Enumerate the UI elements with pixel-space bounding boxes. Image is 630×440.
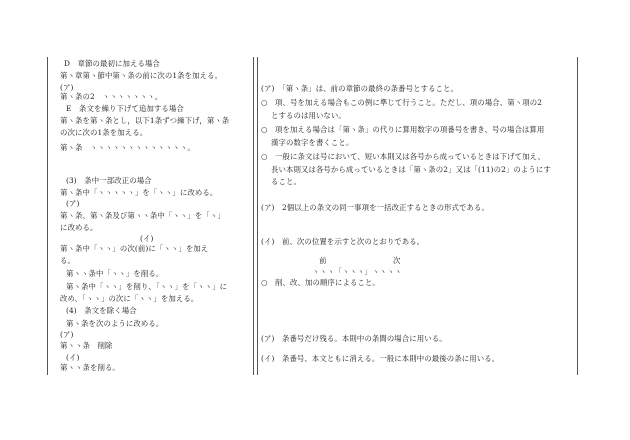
example-text: 第ヽ条を第ヽ条とし，以下1条ずつ繰下げ，第ヽ条 [60, 116, 230, 125]
note-continuation: 長い本則又は各号から成っているときは「第ヽ条の2」又は「(11)の2」のようにす [271, 165, 551, 174]
position-label-before: 前 [319, 256, 327, 265]
note-a: (ア) 2個以上の条文の同一事項を一括改正するときの形式である。 [261, 203, 489, 212]
note-continuation: とするのは用いない。 [271, 111, 346, 120]
example-text: 第ヽ条、第ヽ条及び第ヽヽ条中「ヽヽ」を「ヽ」 [60, 211, 225, 220]
example-text: 第ヽ条を次のように改める。 [66, 319, 164, 328]
note-a: (ア) 条番号だけ残る。本則中の条間の場合に用いる。 [261, 334, 447, 343]
example-text: 第ヽ条の2 ヽヽヽヽヽヽヽ。 [60, 92, 163, 101]
right-margin-rule [577, 57, 578, 375]
note-bullet: ○ 項、号を加える場合もこの例に準じて行うこと。ただし、項の場合、第ヽ項の2 [261, 98, 543, 107]
note-bullet: ○ 削、改、加の順序によること。 [261, 278, 380, 287]
example-text: 第ヽヽ条を削る。 [60, 363, 120, 372]
example-text: 第ヽヽ条中「ヽヽ」を削る。 [66, 269, 164, 278]
position-label-after: 次 [393, 256, 401, 265]
example-text: 第ヽ条中「ヽヽ」の次(前)に「ヽヽ」を加え [60, 244, 209, 253]
note-a: (ア) 「第ヽ条」は、前の章節の最終の条番号とすること。 [261, 84, 459, 93]
example-text: に改める。 [60, 223, 98, 232]
example-text: 第ヽ章第ヽ節中第ヽ条の前に次の1条を加える。 [60, 71, 223, 80]
example-text: 第ヽヽ条 削除 [60, 341, 113, 350]
position-example: ヽヽヽ「ヽヽヽ」ヽヽヽヽ [312, 267, 402, 276]
example-text: 第ヽ条 ヽヽヽヽヽヽヽヽヽヽヽヽヽ。 [60, 143, 195, 152]
example-text: 第ヽ条中「ヽヽヽヽヽ」を「ヽヽ」に改める。 [60, 188, 218, 197]
heading-e-insert-with-renumber: E 条文を繰り下げて追加する場合 [66, 104, 184, 113]
note-i: (イ) 前、次の位置を示すと次のとおりである。 [261, 237, 425, 246]
example-text: 第ヽ条中「ヽヽ」を削り、「ヽヽ」を「ヽヽ」に [66, 282, 228, 291]
column-divider-left [253, 57, 254, 375]
label-i: (イ) [140, 234, 154, 243]
note-bullet: ○ 一般に条文は号において、短い本則又は各号から成っているときは下げて加え、 [261, 152, 546, 161]
note-bullet: ○ 項を加える場合は「第ヽ条」の代りに算用数字の項番号を書き、号の場合は算用 [261, 125, 545, 134]
note-continuation: ること。 [271, 177, 301, 186]
heading-3-partial-amendment: (3) 条中一部改正の場合 [66, 176, 152, 185]
heading-d-insert-at-chapter-start: D 章節の最初に加える場合 [64, 59, 160, 68]
label-a: (ア) [60, 330, 74, 339]
label-a: (ア) [60, 83, 74, 92]
example-text: 改め、「ヽヽ」の次に「ヽヽ」を加える。 [60, 294, 199, 303]
heading-4-delete-article: (4) 条文を除く場合 [66, 306, 137, 315]
note-i: (イ) 条番号、本文ともに消える。一般に本則中の最後の条に用いる。 [261, 354, 500, 363]
left-margin-rule [47, 57, 48, 375]
note-continuation: 漢字の数字を書くこと。 [271, 138, 354, 147]
column-divider-right [257, 57, 258, 375]
label-i: (イ) [66, 353, 80, 362]
label-a: (ア) [66, 199, 80, 208]
example-text: の次に次の1条を加える。 [60, 128, 148, 137]
example-text: る。 [60, 256, 75, 265]
